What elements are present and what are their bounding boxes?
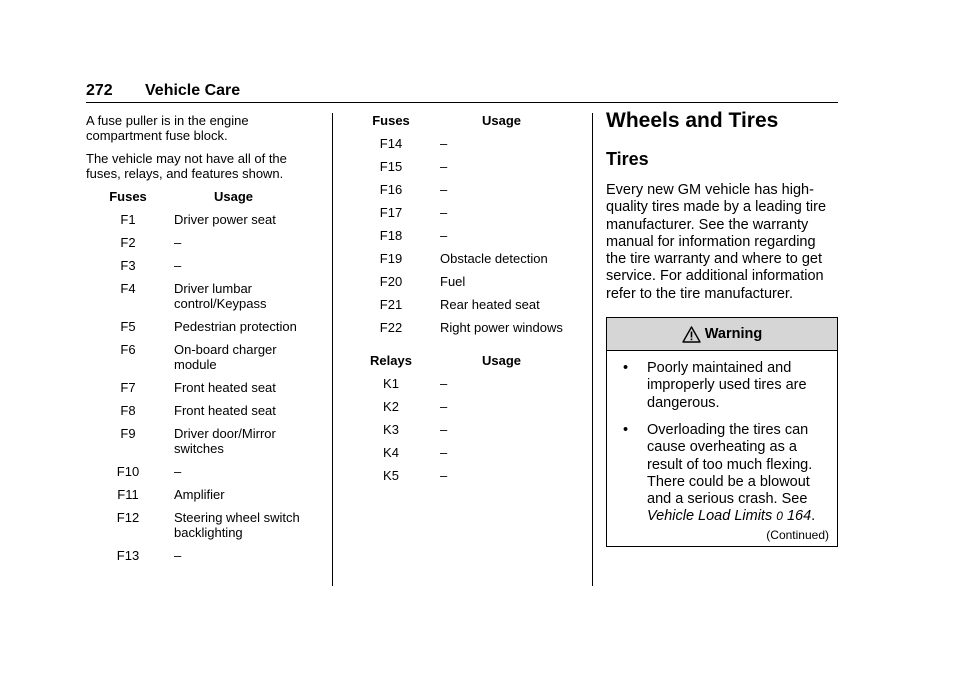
table-row	[346, 274, 578, 289]
column-fuse-table-part2	[346, 113, 578, 491]
table-row	[346, 159, 578, 174]
warning-title: Warning	[704, 326, 763, 343]
fuse-code: F15	[379, 159, 403, 174]
fuse-usage: –	[440, 399, 448, 414]
warning-body	[607, 351, 837, 546]
header-usage: Usage	[482, 113, 522, 128]
table-row	[86, 212, 318, 227]
fuse-code: F22	[379, 320, 403, 335]
table-row	[346, 445, 578, 460]
fuse-code: K1	[383, 376, 399, 391]
fuse-code: F10	[116, 464, 140, 479]
fuse-usage: –	[440, 228, 448, 243]
section-title: Vehicle Care	[145, 82, 241, 99]
fuse-code: F16	[379, 182, 403, 197]
bullet-text: Poorly maintained and improperly used tires are dangerous.	[647, 360, 807, 411]
warning-bullet	[615, 360, 829, 412]
subsection-heading: Tires	[606, 149, 649, 169]
fuse-usage: Pedestrian protection	[174, 319, 297, 334]
fuse-code: F7	[120, 380, 136, 395]
fuse-usage: Steering wheel switch backlighting	[174, 510, 300, 540]
fuse-usage: –	[440, 159, 448, 174]
fuse-table-1	[86, 189, 318, 563]
fuse-code: K4	[383, 445, 399, 460]
warning-box	[606, 317, 838, 547]
table-row	[346, 228, 578, 243]
fuse-usage: Driver lumbar control/Keypass	[174, 281, 267, 311]
bullet-text-main: Overloading the tires can cause overheating as a result of too much flexing. There could be a blowout and a serious crash. See	[647, 421, 813, 508]
table-row	[86, 342, 318, 372]
fuse-usage: Driver door/Mirror switches	[174, 426, 276, 456]
intro-paragraph-1: A fuse puller is in the engine compartment fuse block.	[86, 113, 249, 143]
fuse-usage: –	[174, 548, 182, 563]
fuse-usage: –	[440, 205, 448, 220]
header-fuses: Fuses	[109, 189, 147, 204]
header-relays: Relays	[370, 353, 412, 368]
fuse-code: F6	[120, 342, 136, 357]
column-fuse-table-part1	[86, 113, 318, 571]
fuse-usage: –	[440, 182, 448, 197]
table-row	[346, 205, 578, 220]
fuse-usage: Front heated seat	[174, 403, 276, 418]
table-row	[86, 258, 318, 273]
warning-triangle-icon	[682, 326, 701, 343]
table-row	[86, 510, 318, 540]
fuse-code: F21	[379, 297, 403, 312]
fuse-code: F2	[120, 235, 136, 250]
table-row	[86, 319, 318, 334]
fuse-code: K5	[383, 468, 399, 483]
page-reference-arrow: 0	[776, 509, 783, 524]
table-row	[86, 426, 318, 456]
header-usage: Usage	[482, 353, 522, 368]
page-header	[86, 82, 838, 102]
fuse-code: F14	[379, 136, 403, 151]
fuse-usage: –	[440, 422, 448, 437]
table-header	[86, 189, 318, 204]
fuse-code: F8	[120, 403, 136, 418]
fuse-code: F5	[120, 319, 136, 334]
fuse-usage: –	[440, 468, 448, 483]
header-usage: Usage	[214, 189, 254, 204]
fuse-code: F17	[379, 205, 403, 220]
table-row	[346, 422, 578, 437]
fuse-usage: –	[440, 136, 448, 151]
fuse-usage: Obstacle detection	[440, 251, 548, 266]
intro-paragraph-2: The vehicle may not have all of the fuses, relays, and features shown.	[86, 151, 287, 181]
warning-header	[607, 318, 837, 351]
fuse-usage: On-board charger module	[174, 342, 277, 372]
fuse-usage: –	[174, 464, 182, 479]
vehicle-load-limits-link[interactable]: Vehicle Load Limits	[647, 508, 773, 525]
fuse-code: F4	[120, 281, 136, 296]
fuse-usage: Rear heated seat	[440, 297, 540, 312]
table-row	[86, 548, 318, 563]
table-header	[346, 353, 578, 368]
fuse-rows-2	[346, 136, 578, 335]
table-row	[346, 297, 578, 312]
header-rule	[86, 102, 838, 103]
fuse-usage: –	[440, 445, 448, 460]
relay-rows	[346, 376, 578, 483]
table-row	[346, 376, 578, 391]
page-reference[interactable]: 164	[786, 508, 812, 525]
fuse-code: F3	[120, 258, 136, 273]
table-row	[346, 182, 578, 197]
fuse-code: F20	[379, 274, 403, 289]
bullet-text	[647, 422, 829, 526]
bullet-marker: •	[623, 360, 629, 377]
fuse-usage: –	[174, 235, 182, 250]
relay-table	[346, 353, 578, 483]
fuse-code: F18	[379, 228, 403, 243]
page-number: 272	[86, 82, 113, 99]
table-row	[86, 281, 318, 311]
fuse-code: F9	[120, 426, 136, 441]
table-row	[86, 235, 318, 250]
table-row	[346, 468, 578, 483]
fuse-usage: –	[174, 258, 182, 273]
fuse-table-2	[346, 113, 578, 335]
table-row	[86, 487, 318, 502]
fuse-code: F12	[116, 510, 140, 525]
table-row	[86, 403, 318, 418]
table-row	[346, 320, 578, 335]
tires-paragraph: Every new GM vehicle has high-quality tires made by a leading tire manufacturer. See the warranty manual for information regarding the tire warranty and where to get service. For additional information refer to the tire manufacturer.	[606, 182, 827, 302]
warning-bullet	[615, 422, 829, 526]
fuse-usage: –	[440, 376, 448, 391]
fuse-code: F1	[120, 212, 136, 227]
header-fuses: Fuses	[372, 113, 410, 128]
table-row	[346, 136, 578, 151]
fuse-usage: Right power windows	[440, 320, 563, 335]
table-row	[86, 380, 318, 395]
table-row	[346, 399, 578, 414]
fuse-code: K3	[383, 422, 399, 437]
fuse-rows-1	[86, 212, 318, 563]
fuse-code: K2	[383, 399, 399, 414]
bullet-marker: •	[623, 421, 629, 438]
fuse-code: F11	[117, 487, 139, 502]
column-divider-1	[332, 113, 333, 586]
section-heading: Wheels and Tires	[606, 109, 779, 132]
column-divider-2	[592, 113, 593, 586]
fuse-usage: Amplifier	[174, 487, 225, 502]
table-header	[346, 113, 578, 128]
fuse-usage: Fuel	[440, 274, 466, 289]
column-wheels-tires	[606, 108, 838, 547]
table-row	[346, 251, 578, 266]
fuse-usage: Driver power seat	[174, 212, 276, 227]
fuse-code: F19	[379, 251, 403, 266]
fuse-usage: Front heated seat	[174, 380, 276, 395]
fuse-code: F13	[116, 548, 140, 563]
table-row	[86, 464, 318, 479]
bullet-end: .	[811, 508, 816, 525]
continued-note: (Continued)	[766, 527, 829, 542]
